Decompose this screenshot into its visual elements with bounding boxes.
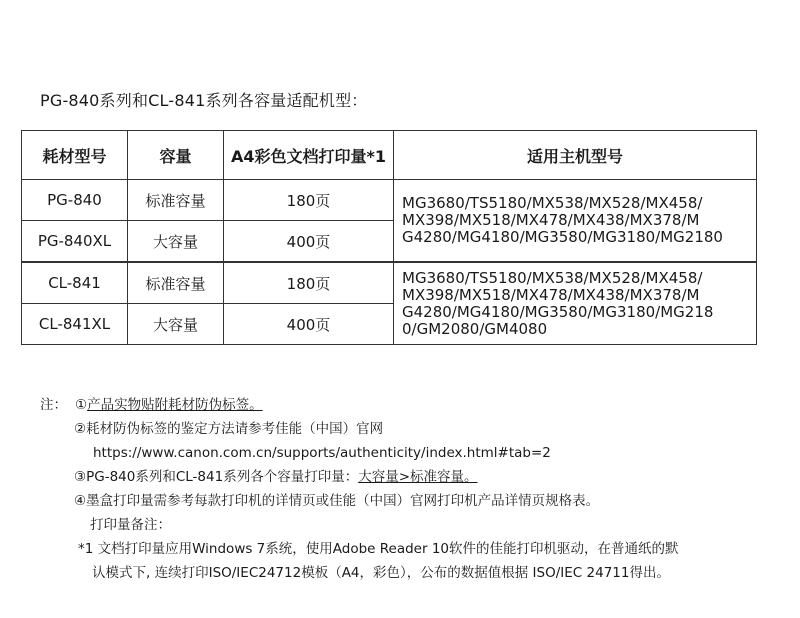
compat-line: MX398/MX518/MX478/MX438/MX378/M (402, 285, 700, 304)
note-2-url: https://www.canon.com.cn/supports/authenticity/index.html#tab=2 (93, 445, 551, 461)
header-compatible-printers: 适用主机型号 (394, 131, 757, 180)
cell-compatible-pg (394, 180, 757, 263)
compatibility-table (21, 130, 757, 345)
cell-capacity: 大容量 (128, 304, 224, 345)
compat-line: G4280/MG4180/MG3580/MG3180/MG218 (402, 302, 714, 321)
cell-yield: 180页 (224, 180, 394, 221)
table-header-row (22, 131, 757, 180)
note-3-emphasis: 大容量>标准容量。 (358, 469, 478, 485)
compat-line: MG3680/TS5180/MX538/MX528/MX458/ (402, 194, 703, 212)
compat-line: G4280/MG4180/MG3580/MG3180/MG2180 (402, 228, 723, 246)
compat-line: 0/GM2080/GM4080 (402, 319, 548, 338)
header-yield: A4彩色文档打印量*1 (224, 131, 394, 180)
cell-model: PG-840 (22, 180, 128, 221)
compat-line: MG3680/TS5180/MX538/MX528/MX458/ (402, 268, 703, 287)
cell-yield: 400页 (224, 221, 394, 263)
note-1-text: 产品实物贴附耗材防伪标签。 (87, 397, 263, 413)
cell-capacity: 大容量 (128, 221, 224, 263)
cell-capacity: 标准容量 (128, 180, 224, 221)
note-1-marker: ① (75, 397, 88, 413)
page-title: PG-840系列和CL-841系列各容量适配机型： (40, 91, 368, 110)
remark-line-1: *1 文档打印量应用Windows 7系统，使用Adobe Reader 10软件的佳能打印机驱动，在普通纸的默 (78, 541, 679, 557)
table-row (22, 262, 757, 304)
note-3 (40, 465, 679, 489)
cell-yield: 180页 (224, 262, 394, 304)
cell-compatible-cl (394, 262, 757, 345)
header-capacity: 容量 (128, 131, 224, 180)
cell-yield: 400页 (224, 304, 394, 345)
notes-section (40, 393, 679, 585)
table-row (22, 180, 757, 221)
note-2: ②耗材防伪标签的鉴定方法请参考佳能（中国）官网 (74, 421, 384, 437)
cell-model: PG-840XL (22, 221, 128, 263)
compat-line: MX398/MX518/MX478/MX438/MX378/M (402, 211, 700, 229)
cell-model: CL-841XL (22, 304, 128, 345)
header-model: 耗材型号 (22, 131, 128, 180)
note-1 (40, 393, 679, 417)
cell-model: CL-841 (22, 262, 128, 304)
remark-line-2: 认模式下, 连续打印ISO/IEC24712模板（A4，彩色），公布的数据值根据 ISO/IEC 24711得出。 (92, 565, 670, 581)
note-4: ④墨盒打印量需参考每款打印机的详情页或佳能（中国）官网打印机产品详情页规格表。 (74, 493, 600, 509)
cell-capacity: 标准容量 (128, 262, 224, 304)
note-3-text: ③PG-840系列和CL-841系列各个容量打印量： (74, 469, 359, 485)
remark-title: 打印量备注： (90, 517, 171, 533)
notes-label: 注： (40, 397, 67, 413)
